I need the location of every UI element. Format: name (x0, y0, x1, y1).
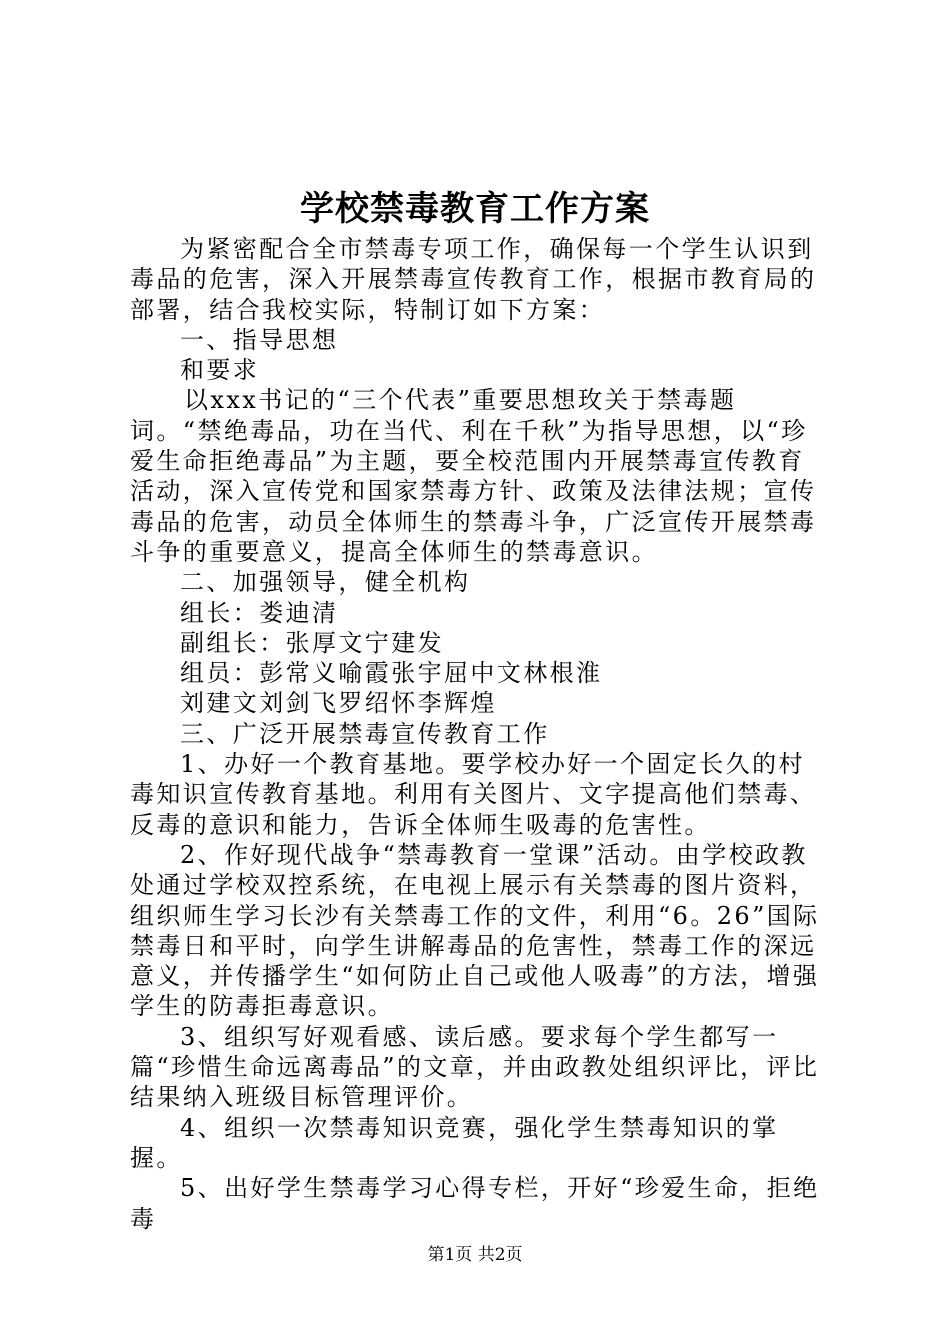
item-5-paragraph: 5、出好学生禁毒学习心得专栏，开好“珍爱生命，拒绝毒 (130, 1174, 820, 1233)
item-2-paragraph: 2、作好现代战争“禁毒教育一堂课”活动。由学校政教处通过学校双控系统，在电视上展示有关禁毒的图片资料，组织师生学习长沙有关禁毒工作的文件，利用“6。26”国际禁毒日和平时，向学生讲解毒品的危害性，禁毒工作的深远意义，并传播学生“如何防止自己或他人吸毒”的方法，增强学生的防毒拒毒意识。 (130, 840, 820, 1021)
section-heading-requirements: 和要求 (180, 356, 260, 385)
members-continued-line: 刘建文刘剑飞罗绍怀李辉煌 (180, 689, 497, 718)
deputy-leader-line: 副组长：张厚文宁建发 (180, 628, 444, 657)
section-heading-education: 三、广泛开展禁毒宣传教育工作 (180, 719, 550, 748)
item-1-paragraph: 1、办好一个教育基地。要学校办好一个固定长久的村毒知识宣传教育基地。利用有关图片、文字提高他们禁毒、反毒的意识和能力，告诉全体师生吸毒的危害性。 (130, 750, 817, 839)
intro-paragraph: 为紧密配合全市禁毒专项工作，确保每一个学生认识到毒品的危害，深入开展禁毒宣传教育工作，根据市教育局的部署，结合我校实际，特制订如下方案： (130, 235, 817, 324)
guiding-thought-paragraph: 以xxx书记的“三个代表”重要思想玫关于禁毒题词。“禁绝毒品，功在当代、利在千秋”为指导思想，以“珍爱生命拒绝毒品”为主题，要全校范围内开展禁毒宣传教育活动，深入宣传党和国家禁毒方针、政策及法律法规；宣传毒品的危害，动员全体师生的禁毒斗争，广泛宣传开展禁毒斗争的重要意义，提高全体师生的禁毒意识。 (130, 386, 817, 566)
document-body (130, 234, 830, 1234)
page-number-footer: 第1页 共2页 (427, 1245, 523, 1265)
members-line: 组员：彭常义喻霞张宇屈中文林根淮 (180, 659, 603, 688)
team-leader-line: 组长：娄迪清 (180, 598, 339, 627)
section-heading-guiding-thought: 一、指导思想 (180, 325, 339, 354)
section-heading-leadership: 二、加强领导，健全机构 (180, 568, 471, 597)
item-4-paragraph: 4、组织一次禁毒知识竞赛，强化学生禁毒知识的掌握。 (130, 1113, 779, 1172)
document-title: 学校禁毒教育工作方案 (300, 189, 650, 229)
item-3-paragraph: 3、组织写好观看感、读后感。要求每个学生都写一篇“珍惜生命远离毒品”的文章，并由政教处组织评比，评比结果纳入班级目标管理评价。 (130, 1022, 820, 1112)
